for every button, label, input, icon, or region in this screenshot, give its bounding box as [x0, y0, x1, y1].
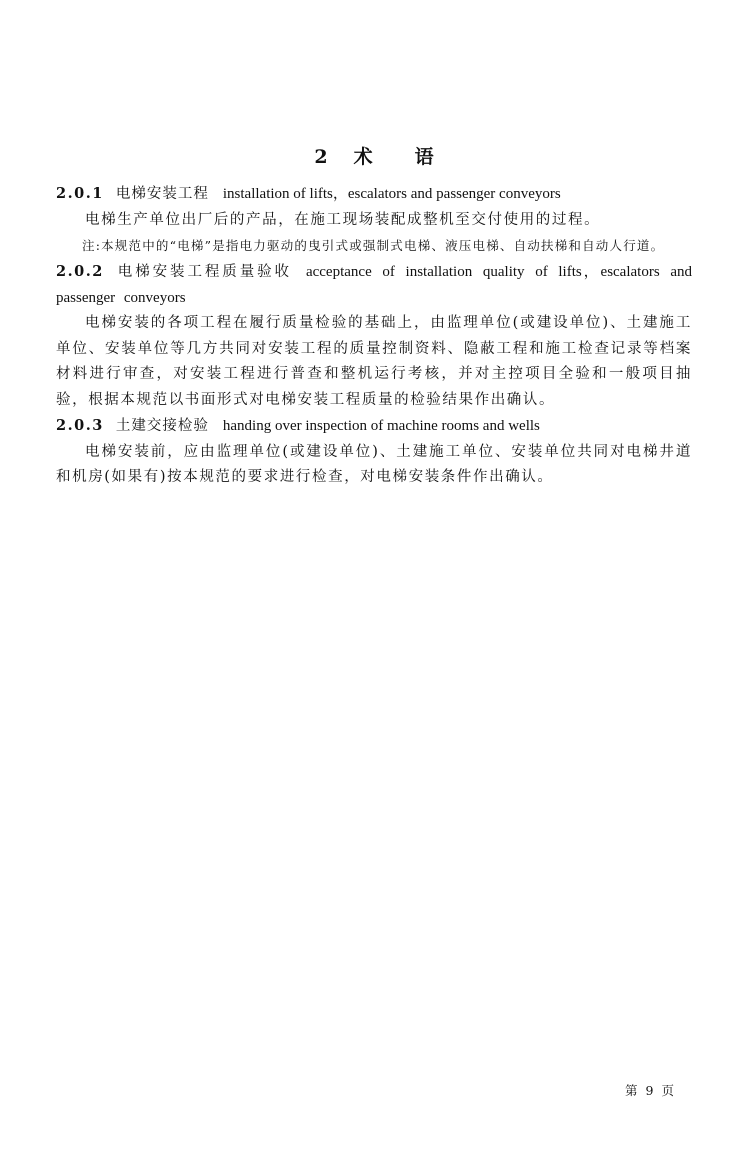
page-label-prefix: 第 — [625, 1083, 639, 1098]
chapter-title-char-1: 术 — [353, 146, 373, 168]
term-number: 2.0.2 — [56, 263, 104, 280]
term-definition: 电梯安装前，应由监理单位(或建设单位)、土建施工单位、安装单位共同对电梯井道和机房(如果有)按本规范的要求进行检查，对电梯安装条件作出确认。 — [56, 443, 692, 485]
terms-section — [56, 181, 692, 491]
term-heading — [56, 259, 692, 311]
term-name-en: installation of lifts，escalators and passenger conveyors — [222, 186, 561, 202]
chapter-number: 2 — [314, 146, 328, 168]
term-heading — [56, 181, 692, 208]
term-name-cn: 电梯安装工程质量验收 — [115, 264, 292, 280]
term-name-en: acceptance of installation quality of lifts，escalators and passenger conveyors — [56, 264, 692, 306]
term-name-en: handing over inspection of machine rooms and wells — [222, 418, 540, 434]
term-name-cn: 土建交接检验 — [115, 418, 209, 434]
chapter-title-char-2: 语 — [414, 146, 434, 168]
page-number: 9 — [645, 1083, 655, 1098]
term-number: 2.0.1 — [56, 185, 104, 202]
term-number: 2.0.3 — [56, 417, 104, 434]
term-definition: 电梯生产单位出厂后的产品，在施工现场装配成整机至交付使用的过程。 — [85, 211, 601, 228]
term-note: 注:本规范中的“电梯”是指电力驱动的曳引式或强制式电梯、液压电梯、自动扶梯和自动人行道。 — [82, 238, 665, 253]
chapter-title — [0, 142, 748, 169]
page-footer — [625, 1081, 675, 1099]
term-name-cn: 电梯安装工程 — [115, 186, 209, 202]
page-label-suffix: 页 — [661, 1083, 675, 1098]
term-heading — [56, 413, 692, 440]
term-definition: 电梯安装的各项工程在履行质量检验的基础上，由监理单位(或建设单位)、土建施工单位、安装单位等几方共同对安装工程的质量控制资料、隐蔽工程和施工检查记录等档案材料进行审查，对安装工程进行普查和整机运行考核，并对主控项目全验和一般项目抽验，根据本规范以书面形式对电梯安装工程质量的检验结果作出确认。 — [56, 315, 692, 408]
